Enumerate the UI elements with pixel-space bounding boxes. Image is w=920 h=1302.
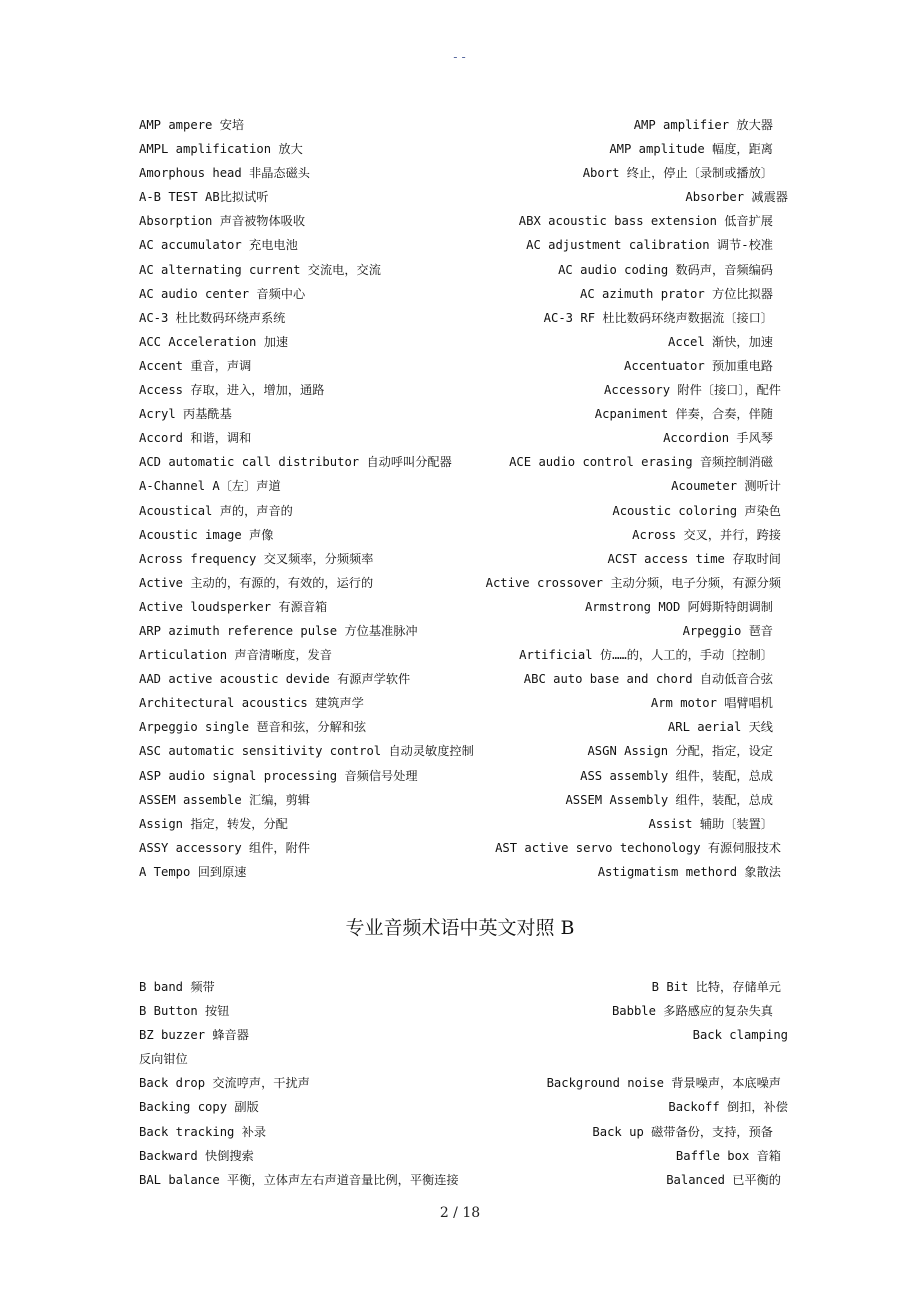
term-right: Absorber 减震器 (685, 190, 788, 205)
term-right: Back clamping (692, 1028, 788, 1043)
term-left: ACC Acceleration 加速 (139, 334, 289, 349)
glossary-row (139, 330, 781, 354)
glossary-row (139, 209, 781, 233)
glossary-row (139, 643, 781, 667)
term-left: Articulation 声音清晰度，发音 (139, 648, 332, 663)
term-right: Astigmatism methord 象散法 (597, 864, 781, 879)
glossary-row (139, 306, 781, 330)
glossary-row (139, 378, 781, 402)
term-right: Arpeggio 琶音 (682, 623, 773, 638)
term-right: ABX acoustic bass extension 低音扩展 (518, 214, 773, 229)
term-right: ASS assembly 组件，装配，总成 (580, 768, 773, 783)
page-number: 2 / 18 (439, 1205, 481, 1221)
term-right: Abort 终止，停止〔录制或播放〕 (582, 166, 773, 181)
glossary-row (139, 161, 781, 185)
glossary-row (139, 1168, 781, 1192)
glossary-row (139, 999, 781, 1023)
term-left: BZ buzzer 蜂音器 (139, 1028, 249, 1043)
glossary-row (139, 426, 781, 450)
glossary-row (139, 1120, 781, 1144)
glossary-row (139, 258, 781, 282)
term-right: AST active servo techonology 有源伺服技术 (495, 840, 781, 855)
glossary-row (139, 1047, 781, 1071)
header-mark: -- (451, 50, 469, 64)
term-right: ACE audio control erasing 音频控制消磁 (509, 455, 773, 470)
term-right: ARL aerial 天线 (667, 720, 773, 735)
term-right: Armstrong MOD 阿姆斯特朗调制 (584, 599, 773, 614)
glossary-row (139, 975, 781, 999)
term-right: ACST access time 存取时间 (607, 551, 781, 566)
term-left: Accent 重音，声调 (139, 358, 252, 373)
term-left: Architectural acoustics 建筑声学 (139, 696, 364, 711)
term-left: Access 存取，进入，增加，通路 (139, 383, 325, 398)
glossary-row (139, 523, 781, 547)
term-left: B Button 按钮 (139, 1004, 230, 1019)
term-right: Arm motor 唱臂唱机 (650, 696, 773, 711)
term-left: Amorphous head 非晶态磁头 (139, 166, 310, 181)
term-right: ABC auto base and chord 自动低音合弦 (523, 672, 773, 687)
term-right: Babble 多路感应的复杂失真 (611, 1004, 773, 1019)
term-left: AC audio center 音频中心 (139, 286, 306, 301)
term-right: Across 交叉，并行，跨接 (632, 527, 781, 542)
glossary-row (139, 1144, 781, 1168)
term-right: Acpaniment 伴奏，合奏，伴随 (594, 407, 773, 422)
term-right: Accentuator 预加重电路 (624, 358, 773, 373)
term-right: Background noise 背景噪声，本底噪声 (546, 1076, 781, 1091)
term-left: Acoustic image 声像 (139, 527, 274, 542)
glossary-row (139, 474, 781, 498)
glossary-section-a (139, 113, 788, 884)
glossary-row (139, 836, 781, 860)
glossary-row (139, 233, 781, 257)
term-right: ASSEM Assembly 组件，装配，总成 (565, 792, 773, 807)
glossary-row (139, 499, 781, 523)
term-right: AC-3 RF 杜比数码环绕声数据流〔接口〕 (543, 310, 773, 325)
term-right: AC audio coding 数码声，音频编码 (558, 262, 773, 277)
term-right: AMP amplifier 放大器 (633, 118, 773, 132)
term-left: Across frequency 交叉频率，分频频率 (139, 551, 374, 566)
glossary-row (139, 1023, 788, 1047)
term-left: ASC automatic sensitivity control 自动灵敏度控制 (139, 744, 474, 759)
section-title-b: 专业音频术语中英文对照 B (345, 917, 575, 939)
term-left: ARP azimuth reference pulse 方位基准脉冲 (139, 623, 418, 638)
glossary-row (139, 185, 788, 209)
term-left: Arpeggio single 琶音和弦，分解和弦 (139, 720, 367, 735)
term-right: ASGN Assign 分配，指定，设定 (587, 744, 773, 759)
term-left: ASSEM assemble 汇编，剪辑 (139, 792, 310, 807)
glossary-row (139, 547, 781, 571)
term-right: AMP amplitude 幅度，距离 (609, 142, 773, 157)
glossary-row (139, 667, 781, 691)
glossary-row (139, 812, 781, 836)
term-left: 反向钳位 (139, 1052, 188, 1067)
glossary-row (139, 450, 781, 474)
glossary-row (139, 788, 781, 812)
term-right: AC adjustment calibration 调节-校准 (526, 238, 773, 253)
term-left: Back tracking 补录 (139, 1124, 267, 1139)
term-right: Backoff 倒扣，补偿 (668, 1100, 788, 1115)
term-right: Artificial 仿……的，人工的，手动〔控制〕 (519, 648, 773, 663)
glossary-row (139, 715, 781, 739)
term-right: Back up 磁带备份，支持，预备 (592, 1124, 773, 1139)
term-right: Accordion 手风琴 (663, 431, 773, 446)
term-left: Assign 指定，转发，分配 (139, 816, 288, 831)
term-left: A Tempo 回到原速 (139, 864, 247, 879)
glossary-row (139, 137, 781, 161)
term-left: A-B TEST AB比拟试听 (139, 190, 269, 205)
term-left: AC alternating current 交流电，交流 (139, 262, 381, 277)
term-right: Acoustic coloring 声染色 (612, 503, 781, 518)
term-left: AMPL amplification 放大 (139, 142, 303, 157)
term-left: Acoustical 声的，声音的 (139, 503, 293, 518)
glossary-section-b (139, 975, 788, 1192)
term-right: Active crossover 主动分频，电子分频，有源分频 (485, 575, 781, 590)
term-left: Accord 和谐，调和 (139, 431, 252, 446)
term-right: Assist 辅助〔装置〕 (648, 816, 773, 831)
glossary-row (139, 619, 781, 643)
glossary-row (139, 739, 781, 763)
glossary-row (139, 1071, 781, 1095)
term-right: Acoumeter 测听计 (671, 479, 781, 494)
term-right: Baffle box 音箱 (675, 1148, 781, 1163)
glossary-row (139, 571, 781, 595)
term-right: Accel 渐快，加速 (668, 334, 773, 349)
glossary-row (139, 113, 781, 137)
term-left: Active 主动的，有源的，有效的，运行的 (139, 575, 374, 590)
glossary-row (139, 860, 781, 884)
term-left: ACD automatic call distributor 自动呼叫分配器 (139, 455, 452, 470)
term-left: AAD active acoustic devide 有源声学软件 (139, 672, 411, 687)
glossary-row (139, 595, 781, 619)
term-left: ASP audio signal processing 音频信号处理 (139, 768, 418, 783)
term-left: BAL balance 平衡，立体声左右声道音量比例，平衡连接 (139, 1172, 459, 1187)
term-left: A-Channel A〔左〕声道 (139, 479, 281, 494)
term-left: AMP ampere 安培 (139, 118, 245, 132)
glossary-row (139, 764, 781, 788)
term-left: Absorption 声音被物体吸收 (139, 214, 306, 229)
term-right: AC azimuth prator 方位比拟器 (579, 286, 773, 301)
term-left: ASSY accessory 组件，附件 (139, 840, 310, 855)
term-left: Acryl 丙基酰基 (139, 407, 232, 422)
glossary-row (139, 402, 781, 426)
glossary-row (139, 354, 781, 378)
term-left: Backward 快倒搜索 (139, 1148, 254, 1163)
term-left: AC-3 杜比数码环绕声系统 (139, 310, 286, 325)
term-right: Accessory 附件〔接口〕，配件 (604, 383, 781, 398)
term-left: Backing copy 副版 (139, 1100, 259, 1115)
glossary-row (139, 691, 781, 715)
term-left: Back drop 交流哼声，干扰声 (139, 1076, 310, 1091)
term-right: B Bit 比特，存储单元 (651, 980, 781, 994)
term-right: Balanced 已平衡的 (666, 1172, 781, 1187)
term-left: AC accumulator 充电电池 (139, 238, 298, 253)
glossary-row (139, 282, 781, 306)
term-left: B band 频带 (139, 980, 215, 994)
glossary-row (139, 1095, 788, 1119)
term-left: Active loudsperker 有源音箱 (139, 599, 328, 614)
